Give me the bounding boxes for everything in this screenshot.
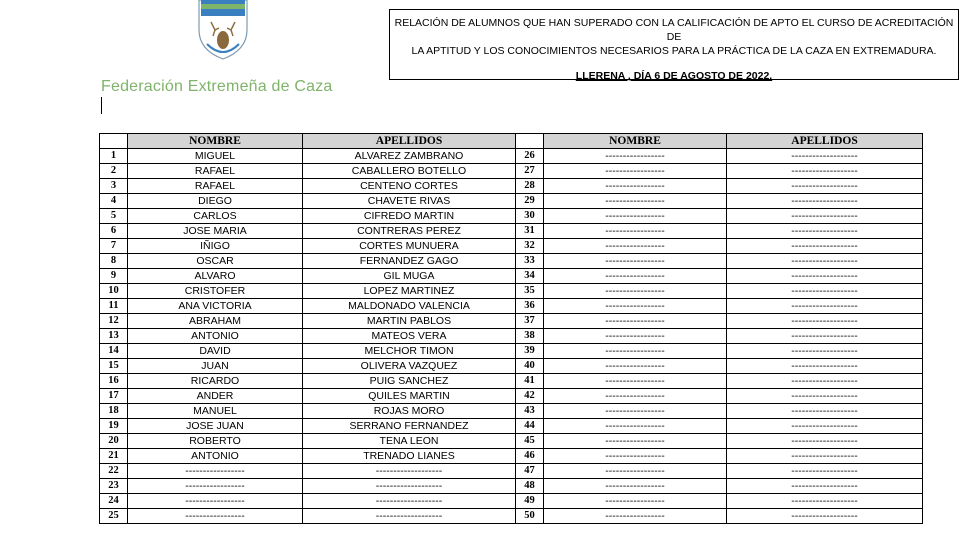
student-name-2: ----------------- <box>544 449 727 464</box>
student-name: ROBERTO <box>128 434 303 449</box>
row-number-2: 37 <box>516 314 544 329</box>
student-surname: MELCHOR TIMON <box>303 344 516 359</box>
student-name-2: ----------------- <box>544 374 727 389</box>
student-surname-2: ------------------- <box>727 314 923 329</box>
student-name: ANDER <box>128 389 303 404</box>
student-name: JOSE MARIA <box>128 224 303 239</box>
student-surname: MARTIN PABLOS <box>303 314 516 329</box>
table-row <box>100 389 923 404</box>
title-line-1: RELACIÓN DE ALUMNOS QUE HAN SUPERADO CON LA CALIFICACIÓN DE APTO EL CURSO DE ACREDITACIÓN DE <box>394 17 954 43</box>
row-number: 12 <box>100 314 128 329</box>
student-name: ALVARO <box>128 269 303 284</box>
student-name-2: ----------------- <box>544 194 727 209</box>
student-surname-2: ------------------- <box>727 179 923 194</box>
row-number: 11 <box>100 299 128 314</box>
student-surname-2: ------------------- <box>727 224 923 239</box>
row-number: 16 <box>100 374 128 389</box>
row-number: 8 <box>100 254 128 269</box>
student-surname: OLIVERA VAZQUEZ <box>303 359 516 374</box>
row-number: 15 <box>100 359 128 374</box>
row-number: 5 <box>100 209 128 224</box>
student-surname-2: ------------------- <box>727 239 923 254</box>
student-name: RICARDO <box>128 374 303 389</box>
table-row <box>100 269 923 284</box>
student-name: ANTONIO <box>128 449 303 464</box>
student-name: MIGUEL <box>128 149 303 164</box>
row-number-2: 36 <box>516 299 544 314</box>
student-name-2: ----------------- <box>544 179 727 194</box>
student-name-2: ----------------- <box>544 209 727 224</box>
student-surname-2: ------------------- <box>727 479 923 494</box>
table-row <box>100 359 923 374</box>
student-name-2: ----------------- <box>544 434 727 449</box>
header-surname: APELLIDOS <box>303 134 516 149</box>
row-number-2: 31 <box>516 224 544 239</box>
row-number: 24 <box>100 494 128 509</box>
table-row <box>100 509 923 524</box>
row-number: 22 <box>100 464 128 479</box>
row-number-2: 43 <box>516 404 544 419</box>
row-number: 7 <box>100 239 128 254</box>
row-number: 19 <box>100 419 128 434</box>
student-name: RAFAEL <box>128 164 303 179</box>
table-row <box>100 179 923 194</box>
table-row <box>100 374 923 389</box>
student-surname: CONTRERAS PEREZ <box>303 224 516 239</box>
student-surname: CABALLERO BOTELLO <box>303 164 516 179</box>
row-number: 14 <box>100 344 128 359</box>
table-row <box>100 314 923 329</box>
student-surname: SERRANO FERNANDEZ <box>303 419 516 434</box>
student-name-2: ----------------- <box>544 479 727 494</box>
student-surname: CENTENO CORTES <box>303 179 516 194</box>
student-surname: ------------------- <box>303 464 516 479</box>
student-surname: CHAVETE RIVAS <box>303 194 516 209</box>
student-surname-2: ------------------- <box>727 194 923 209</box>
student-name: JUAN <box>128 359 303 374</box>
row-number-2: 32 <box>516 239 544 254</box>
student-name: ANA VICTORIA <box>128 299 303 314</box>
table-row <box>100 419 923 434</box>
student-surname-2: ------------------- <box>727 209 923 224</box>
student-name: IÑIGO <box>128 239 303 254</box>
student-name-2: ----------------- <box>544 314 727 329</box>
student-name-2: ----------------- <box>544 464 727 479</box>
student-surname: CORTES MUNUERA <box>303 239 516 254</box>
student-name-2: ----------------- <box>544 329 727 344</box>
student-name: ABRAHAM <box>128 314 303 329</box>
student-surname-2: ------------------- <box>727 299 923 314</box>
student-name: RAFAEL <box>128 179 303 194</box>
row-number-2: 47 <box>516 464 544 479</box>
deer-shield-icon <box>197 0 249 60</box>
table-row <box>100 434 923 449</box>
student-name-2: ----------------- <box>544 404 727 419</box>
row-number-2: 39 <box>516 344 544 359</box>
student-surname: ------------------- <box>303 509 516 524</box>
row-number: 10 <box>100 284 128 299</box>
table-row <box>100 239 923 254</box>
student-name: OSCAR <box>128 254 303 269</box>
row-number-2: 26 <box>516 149 544 164</box>
table-row <box>100 254 923 269</box>
student-surname-2: ------------------- <box>727 374 923 389</box>
student-surname: MALDONADO VALENCIA <box>303 299 516 314</box>
table-row <box>100 344 923 359</box>
row-number-2: 29 <box>516 194 544 209</box>
student-surname-2: ------------------- <box>727 359 923 374</box>
student-name-2: ----------------- <box>544 149 727 164</box>
student-name: ----------------- <box>128 494 303 509</box>
student-surname: ------------------- <box>303 479 516 494</box>
row-number-2: 27 <box>516 164 544 179</box>
row-number: 21 <box>100 449 128 464</box>
row-number-2: 38 <box>516 329 544 344</box>
row-number: 9 <box>100 269 128 284</box>
student-surname: ALVAREZ ZAMBRANO <box>303 149 516 164</box>
student-surname-2: ------------------- <box>727 149 923 164</box>
student-surname-2: ------------------- <box>727 389 923 404</box>
student-surname-2: ------------------- <box>727 404 923 419</box>
student-name-2: ----------------- <box>544 254 727 269</box>
table-row <box>100 149 923 164</box>
student-name: ----------------- <box>128 479 303 494</box>
row-number: 4 <box>100 194 128 209</box>
student-name-2: ----------------- <box>544 239 727 254</box>
title-date: LLERENA , DÍA 6 DE AGOSTO DE 2022. <box>575 70 773 82</box>
student-surname: FERNANDEZ GAGO <box>303 254 516 269</box>
student-surname: GIL MUGA <box>303 269 516 284</box>
student-surname: LOPEZ MARTINEZ <box>303 284 516 299</box>
table-row <box>100 404 923 419</box>
student-surname-2: ------------------- <box>727 164 923 179</box>
document-title-box <box>389 9 959 80</box>
student-surname-2: ------------------- <box>727 434 923 449</box>
table-row <box>100 479 923 494</box>
student-name-2: ----------------- <box>544 344 727 359</box>
student-surname-2: ------------------- <box>727 329 923 344</box>
student-name-2: ----------------- <box>544 359 727 374</box>
row-number-2: 45 <box>516 434 544 449</box>
student-surname: CIFREDO MARTIN <box>303 209 516 224</box>
student-name-2: ----------------- <box>544 164 727 179</box>
text-cursor <box>101 97 102 114</box>
student-surname-2: ------------------- <box>727 464 923 479</box>
student-surname: MATEOS VERA <box>303 329 516 344</box>
student-surname: TRENADO LIANES <box>303 449 516 464</box>
row-number: 20 <box>100 434 128 449</box>
student-name-2: ----------------- <box>544 299 727 314</box>
student-name: ----------------- <box>128 509 303 524</box>
row-number-2: 30 <box>516 209 544 224</box>
row-number-2: 35 <box>516 284 544 299</box>
federation-name: Federación Extremeña de Caza <box>101 78 333 95</box>
student-name-2: ----------------- <box>544 494 727 509</box>
row-number-2: 40 <box>516 359 544 374</box>
student-name: ----------------- <box>128 464 303 479</box>
student-surname-2: ------------------- <box>727 419 923 434</box>
row-number-2: 48 <box>516 479 544 494</box>
row-number-2: 33 <box>516 254 544 269</box>
student-name: ANTONIO <box>128 329 303 344</box>
row-number: 25 <box>100 509 128 524</box>
table-row <box>100 299 923 314</box>
student-roster-table <box>99 133 923 524</box>
student-name: MANUEL <box>128 404 303 419</box>
row-number-2: 34 <box>516 269 544 284</box>
table-row <box>100 209 923 224</box>
student-name-2: ----------------- <box>544 389 727 404</box>
row-number-2: 44 <box>516 419 544 434</box>
row-number: 2 <box>100 164 128 179</box>
student-name-2: ----------------- <box>544 419 727 434</box>
federation-logo <box>197 0 249 60</box>
student-surname: TENA LEON <box>303 434 516 449</box>
header-name-2: NOMBRE <box>544 134 727 149</box>
student-name-2: ----------------- <box>544 224 727 239</box>
student-name: CARLOS <box>128 209 303 224</box>
table-row <box>100 449 923 464</box>
header-name: NOMBRE <box>128 134 303 149</box>
table-row <box>100 329 923 344</box>
row-number-2: 49 <box>516 494 544 509</box>
student-name-2: ----------------- <box>544 284 727 299</box>
student-surname: QUILES MARTIN <box>303 389 516 404</box>
row-number-2: 28 <box>516 179 544 194</box>
header-surname-2: APELLIDOS <box>727 134 923 149</box>
student-name: JOSE JUAN <box>128 419 303 434</box>
title-line-2: LA APTITUD Y LOS CONOCIMIENTOS NECESARIOS PARA LA PRÁCTICA DE LA CAZA EN EXTREMADURA. <box>411 45 937 57</box>
row-number: 13 <box>100 329 128 344</box>
row-number: 23 <box>100 479 128 494</box>
student-surname-2: ------------------- <box>727 494 923 509</box>
row-number: 18 <box>100 404 128 419</box>
row-number-2: 42 <box>516 389 544 404</box>
student-surname-2: ------------------- <box>727 284 923 299</box>
row-number: 6 <box>100 224 128 239</box>
table-row <box>100 224 923 239</box>
table-row <box>100 464 923 479</box>
student-name-2: ----------------- <box>544 269 727 284</box>
student-surname-2: ------------------- <box>727 254 923 269</box>
student-surname: PUIG SANCHEZ <box>303 374 516 389</box>
student-name: CRISTOFER <box>128 284 303 299</box>
table-header-row <box>100 134 923 149</box>
row-number-2: 50 <box>516 509 544 524</box>
student-surname-2: ------------------- <box>727 269 923 284</box>
student-name: DAVID <box>128 344 303 359</box>
student-surname-2: ------------------- <box>727 344 923 359</box>
row-number-2: 41 <box>516 374 544 389</box>
student-surname: ------------------- <box>303 494 516 509</box>
table-row <box>100 494 923 509</box>
student-name-2: ----------------- <box>544 509 727 524</box>
row-number: 17 <box>100 389 128 404</box>
row-number-2: 46 <box>516 449 544 464</box>
row-number: 1 <box>100 149 128 164</box>
header-number-cell <box>100 134 128 149</box>
row-number: 3 <box>100 179 128 194</box>
table-row <box>100 194 923 209</box>
student-surname: ROJAS MORO <box>303 404 516 419</box>
student-surname-2: ------------------- <box>727 449 923 464</box>
table-row <box>100 284 923 299</box>
student-surname-2: ------------------- <box>727 509 923 524</box>
header-number-cell-2 <box>516 134 544 149</box>
table-row <box>100 164 923 179</box>
student-name: DIEGO <box>128 194 303 209</box>
